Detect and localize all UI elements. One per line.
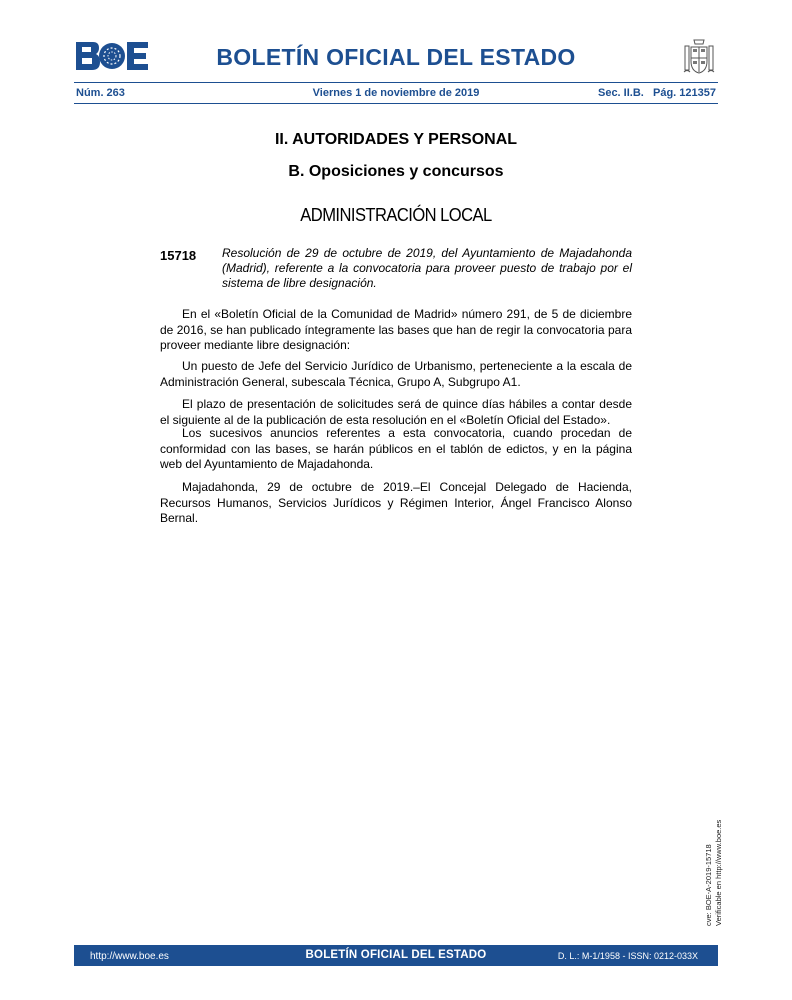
verification-url[interactable]: Verificable en http://www.boe.es (714, 819, 723, 926)
entry-summary: Resolución de 29 de octubre de 2019, del Ayuntamiento de Majadahonda (Madrid), referente a la convocatoria para proveer puesto de trabajo por el sistema de libre designación. (222, 246, 632, 290)
issue-date: Viernes 1 de noviembre de 2019 (312, 87, 480, 99)
header-title: BOLETÍN OFICIAL DEL ESTADO (216, 44, 576, 70)
footer-legal: D. L.: M-1/1958 - ISSN: 0212-033X (557, 951, 698, 961)
footer-bar (74, 945, 718, 966)
issue-number: Núm. 263 (76, 87, 125, 99)
meta-rule (74, 103, 718, 104)
cve-code: cve: BOE-A-2019-15718 (704, 844, 713, 926)
body-paragraph: En el «Boletín Oficial de la Comunidad de Madrid» número 291, de 5 de diciembre de 2016, se han publicado íntegramente las bases que han de regir la convocatoria para proveer mediante libre designación: (160, 307, 632, 352)
subsection-heading: B. Oposiciones y concursos (288, 163, 504, 180)
coat-of-arms-icon (682, 38, 716, 76)
signature-paragraph: Majadahonda, 29 de octubre de 2019.–El Concejal Delegado de Hacienda, Recursos Humanos, Servicios Jurídicos y Régimen Interior, Ángel Francisco Alonso Bernal. (160, 480, 632, 525)
footer-title: BOLETÍN OFICIAL DEL ESTADO (305, 949, 487, 961)
body-paragraph: Un puesto de Jefe del Servicio Jurídico de Urbanismo, perteneciente a la escala de Administración General, subescala Técnica, Grupo A, Subgrupo A1. (160, 359, 632, 389)
body-paragraph: El plazo de presentación de solicitudes será de quince días hábiles a contar desde el siguiente al de la publicación de esta resolución en el «Boletín Oficial del Estado». (160, 397, 632, 427)
header-rule (74, 82, 718, 83)
administration-heading: ADMINISTRACIÓN LOCAL (300, 205, 492, 225)
entry-number: 15718 (160, 248, 197, 263)
section-page: Sec. II.B. Pág. 121357 (597, 87, 716, 99)
footer-url-link[interactable]: http://www.boe.es (90, 951, 169, 962)
body-paragraph: Los sucesivos anuncios referentes a esta convocatoria, cuando procedan de conformidad con las bases, se harán públicos en el tablón de edictos, y en la página web del Ayuntamiento de Majadahonda. (160, 426, 632, 471)
section-heading: II. AUTORIDADES Y PERSONAL (274, 131, 518, 148)
verification-text (704, 820, 724, 926)
